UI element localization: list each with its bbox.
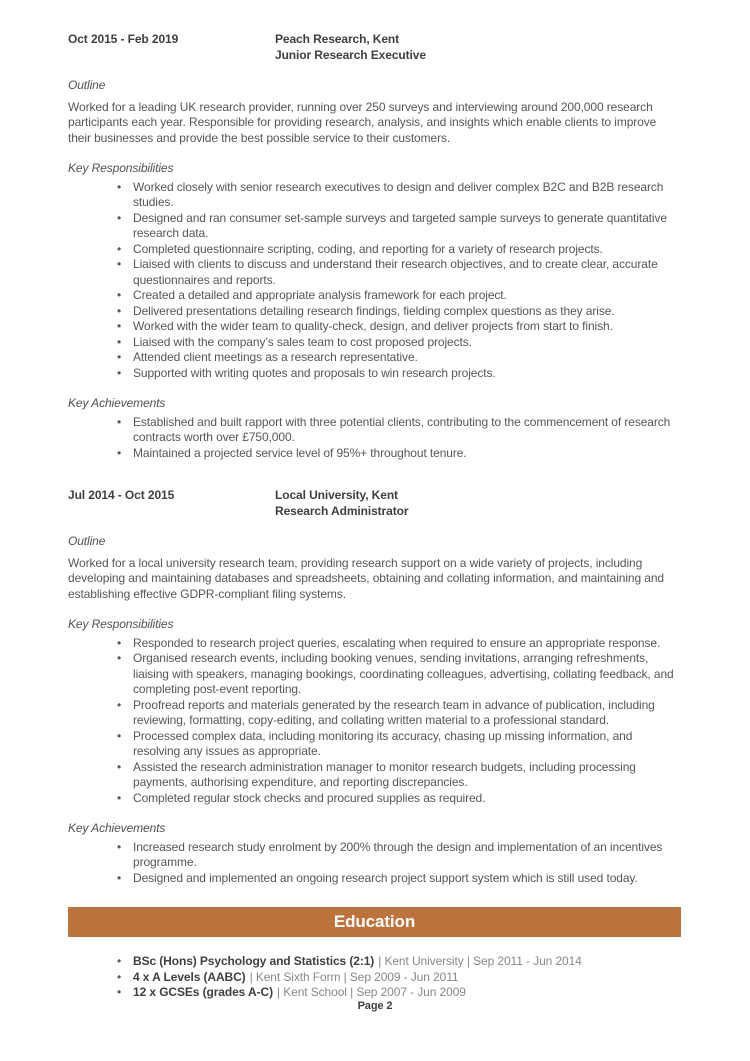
job-dates: Jul 2014 - Oct 2015: [68, 488, 175, 502]
education-qualification: BSc (Hons) Psychology and Statistics (2:1): [133, 954, 375, 968]
cv-content: [68, 32, 681, 1001]
job-section-local-university: [68, 488, 681, 886]
education-list: [115, 954, 681, 1001]
education-qualification: 12 x GCSEs (grades A-C): [133, 985, 273, 999]
bullet-item: • Supported with writing quotes and proposals to win research projects.: [115, 366, 681, 382]
education-item: [115, 954, 681, 970]
job-title: Research Administrator: [275, 503, 409, 518]
page-number: Page 2: [357, 1000, 393, 1012]
bullet-item: • Attended client meetings as a research representative.: [115, 350, 681, 366]
bullet-item: • Worked closely with senior research executives to design and deliver complex B2C and B2B research studies.: [115, 180, 681, 211]
bullet-item: • Designed and implemented an ongoing research project support system which is still used today.: [115, 871, 681, 887]
education-heading: Education: [333, 912, 416, 932]
responsibilities-list: [115, 180, 681, 382]
education-item: [115, 985, 681, 1001]
achievements-label: Key Achievements: [68, 396, 166, 410]
job-header: [68, 488, 681, 519]
education-banner: [68, 907, 681, 937]
achievements-label: Key Achievements: [68, 821, 166, 835]
bullet-item: • Proofread reports and materials generated by the research team in advance of publication, including reviewing, formatting, copy-editing, and collating written material to a professional standard.: [115, 698, 681, 729]
bullet-item: • Processed complex data, including monitoring its accuracy, chasing up missing information, and resolving any issues as appropriate.: [115, 729, 681, 760]
bullet-item: • Liaised with clients to discuss and understand their research objectives, and to create clear, accurate questionnaires and reports.: [115, 257, 681, 288]
education-details: | Kent School | Sep 2007 - Jun 2009: [276, 985, 466, 999]
bullet-item: • Completed questionnaire scripting, coding, and reporting for a variety of research projects.: [115, 242, 681, 258]
bullet-item: • Designed and ran consumer set-sample surveys and targeted sample surveys to generate quantitative research data.: [115, 211, 681, 242]
bullet-item: • Organised research events, including booking venues, sending invitations, arranging refreshments, liaising with speakers, managing bookings, coordinating colleagues, advertising, collating feedback, and completing post-event reporting.: [115, 651, 681, 698]
job-org: [275, 488, 408, 519]
job-dates: Oct 2015 - Feb 2019: [68, 32, 179, 46]
bullet-item: • Assisted the research administration manager to monitor research budgets, including processing payments, authorising expenditure, and reporting discrepancies.: [115, 760, 681, 791]
bullet-item: • Completed regular stock checks and procured supplies as required.: [115, 791, 681, 807]
education-details: | Kent Sixth Form | Sep 2009 - Jun 2011: [249, 969, 459, 984]
job-header: [68, 32, 681, 63]
job-outline-text: Worked for a local university research team, providing research support on a wide variety of projects, including developing and maintaining databases and spreadsheets, obtaining and collating information, and maintaining and establishing effective GDPR-compliant filing systems.: [68, 555, 664, 601]
education-details: | Kent University | Sep 2011 - Jun 2014: [378, 954, 582, 968]
bullet-item: • Responded to research project queries, escalating when required to ensure an appropriate response.: [115, 636, 681, 652]
job-outline-text: Worked for a leading UK research provider, running over 250 surveys and interviewing around 200,000 research participants each year. Responsible for providing research, analysis, and insights which enable clients to improve their businesses and provide the best possible service to their customers.: [68, 99, 657, 145]
bullet-item: • Maintained a projected service level of 95%+ throughout tenure.: [115, 446, 681, 462]
job-org: [275, 32, 426, 63]
outline-label: Outline: [68, 534, 106, 548]
achievements-list: [115, 415, 681, 462]
bullet-item: • Delivered presentations detailing research findings, fielding complex questions as they arise.: [115, 304, 681, 320]
job-company: Peach Research, Kent: [275, 32, 400, 46]
education-qualification: 4 x A Levels (AABC): [133, 969, 246, 984]
responsibilities-label: Key Responsibilities: [68, 161, 174, 175]
responsibilities-list: [115, 636, 681, 807]
bullet-item: • Worked with the wider team to quality-check, design, and deliver projects from start to finish.: [115, 319, 681, 335]
job-company: Local University, Kent: [275, 488, 398, 502]
bullet-item: • Liaised with the company’s sales team to cost proposed projects.: [115, 335, 681, 351]
education-item: [115, 970, 681, 986]
achievements-list: [115, 840, 681, 887]
bullet-item: • Created a detailed and appropriate analysis framework for each project.: [115, 288, 681, 304]
bullet-item: • Established and built rapport with three potential clients, contributing to the commencement of research contracts worth over £750,000.: [115, 415, 681, 446]
job-section-peach-research: [68, 32, 681, 461]
bullet-item: • Increased research study enrolment by 200% through the design and implementation of an incentives programme.: [115, 840, 681, 871]
job-title: Junior Research Executive: [275, 47, 426, 62]
outline-label: Outline: [68, 78, 106, 92]
responsibilities-label: Key Responsibilities: [68, 617, 174, 631]
